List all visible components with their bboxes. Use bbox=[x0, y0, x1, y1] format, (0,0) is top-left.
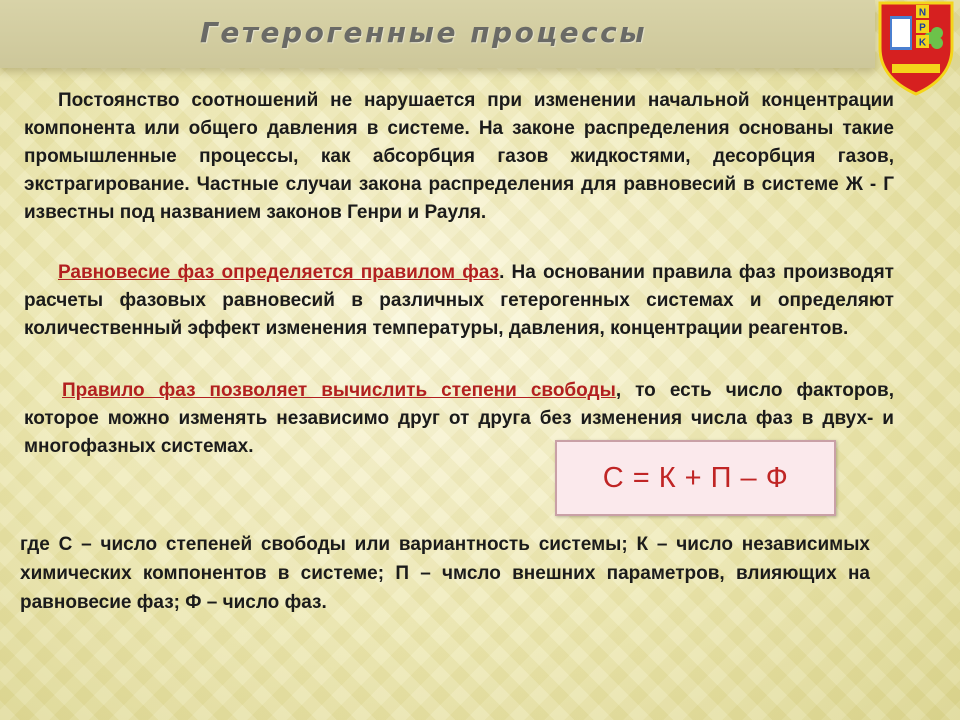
college-crest-icon bbox=[876, 0, 956, 96]
phase-rule-highlight: Равновесие фаз определяется правилом фаз bbox=[58, 262, 500, 283]
svg-text:P: P bbox=[919, 22, 926, 34]
degrees-freedom-text: , то есть число факторов, которое можно изменять независимо друг от друга без изменения числа фаз в двух- и многофазных системах. bbox=[24, 380, 894, 457]
formula-box bbox=[555, 440, 836, 516]
paragraph-phase-equilibrium bbox=[24, 259, 894, 343]
slide-title: Гетерогенные процессы bbox=[200, 16, 648, 49]
phase-rule-formula: С = К + П – Ф bbox=[602, 461, 789, 494]
svg-text:N: N bbox=[918, 7, 927, 19]
degrees-freedom-highlight: Правило фаз позволяет вычислить степени свободы bbox=[62, 380, 616, 401]
paragraph-distribution-law: Постоянство соотношений не нарушается при изменении начальной концентрации компонента или общего давления в системе. На законе распределения основаны такие промышленные процессы, как абсорбция газов жидкостями, десорбция газов, экстрагирование. Частные случаи закона распределения для равновесий в системе Ж - Г известны под названием законов Генри и Рауля. bbox=[24, 90, 894, 223]
svg-text:K: K bbox=[918, 37, 927, 49]
paragraph-legend: где С – число степеней свободы или вариантность системы; К – число независимых химических компонентов в системе; П – чмсло внешних параметров, влияющих на равновесие фаз; Ф – число фаз. bbox=[20, 534, 870, 613]
phase-rule-text: . На основании правила фаз производят расчеты фазовых равновесий в различных гетерогенных системах и определяют количественный эффект изменения температуры, давления, концентрации реагентов. bbox=[24, 262, 894, 339]
